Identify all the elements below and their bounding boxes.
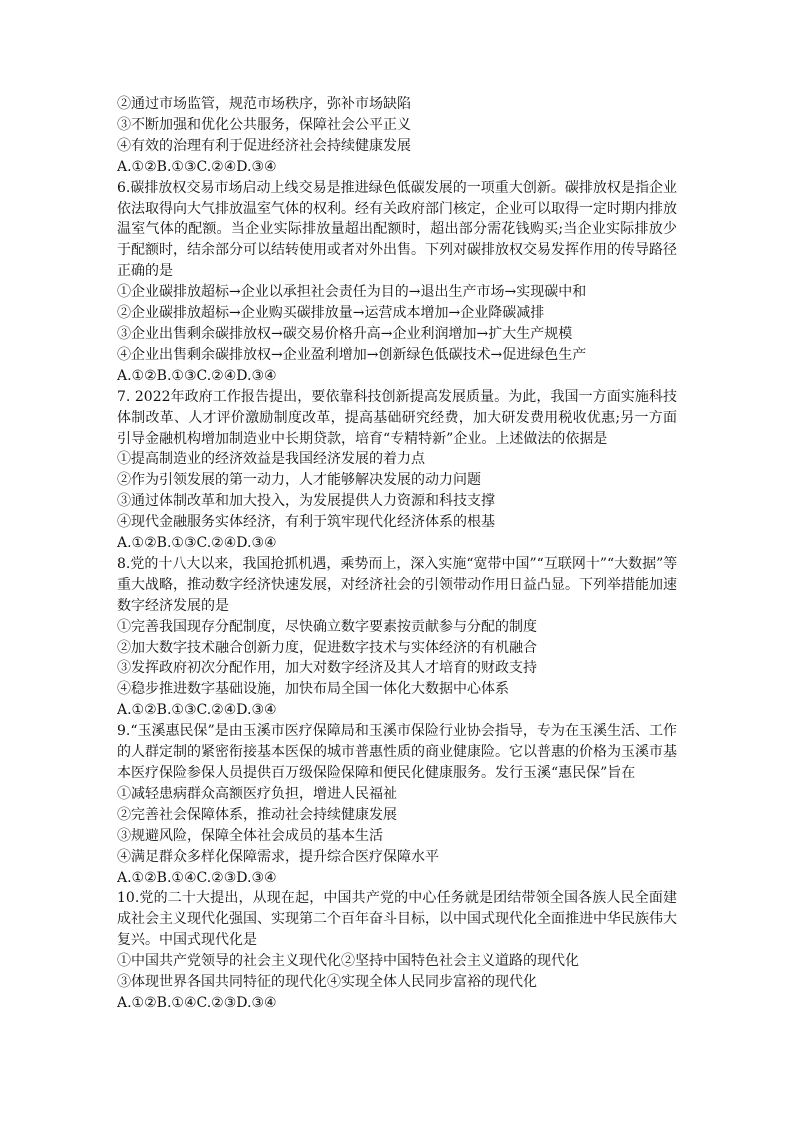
option-1: ①减轻患病群众高额医疗负担，增进人民福祉 (117, 785, 397, 802)
option-4: ④企业出售剩余碳排放权→企业盈利增加→创新绿色低碳技术→促进绿色生产 (117, 346, 587, 363)
question-stem-line: 重大战略，推动数字经济快速发展，对经济社会的引领带动作用日益凸显。下列举措能加速 (117, 576, 677, 593)
option-4: ④现代金融服务实体经济，有利于筑牢现代化经济体系的根基 (117, 514, 495, 531)
option-1: ①提高制造业的经济效益是我国经济发展的着力点 (117, 451, 425, 468)
question-stem-line: 9.“玉溪惠民保”是由玉溪市医疗保障局和玉溪市保险行业协会指导，专为在玉溪生活、工作 (117, 723, 677, 740)
question-6 (117, 178, 677, 387)
answer-choices: A.①②B.①④C.②③D.③④ (117, 994, 277, 1011)
question-stem-line: 正确的是 (117, 263, 173, 280)
option-2: ②作为引领发展的第一动力，人才能够解决发展的动力问题 (117, 472, 481, 489)
exam-page (117, 94, 677, 1014)
option-4: ④有效的治理有利于促进经济社会持续健康发展 (117, 137, 411, 154)
answer-choices: A.①②B.①③C.②④D.③④ (117, 535, 277, 552)
question-stem-line: 的人群定制的紧密衔接基本医保的城市普惠性质的商业健康险。它以普惠的价格为玉溪市基 (117, 744, 677, 761)
question-8 (117, 554, 677, 721)
question-stem-line: 体制改革、人才评价激励制度改革，提高基础研究经费，加大研发费用税收优惠;另一方面 (117, 409, 677, 426)
question-stem-line: 数字经济发展的是 (117, 597, 229, 614)
option-3: ③不断加强和优化公共服务，保障社会公平正义 (117, 116, 411, 133)
answer-choices: A.①②B.①④C.②③D.③④ (117, 869, 277, 886)
question-stem-line: 引导金融机构增加制造业中长期贷款，培育“专精特新”企业。上述做法的依据是 (117, 430, 608, 447)
option-3: ③发挥政府初次分配作用，加大对数字经济及其人才培育的财政支持 (117, 660, 537, 677)
option-2: ②通过市场监管，规范市场秩序，弥补市场缺陷 (117, 96, 411, 112)
question-stem-line: 复兴。中国式现代化是 (117, 932, 257, 949)
option-4: ④满足群众多样化保障需求，提升综合医疗保障水平 (117, 848, 439, 865)
question-stem-line: 本医疗保险参保人员提供百万级保险保障和便民化健康服务。发行玉溪“惠民保”旨在 (117, 765, 636, 781)
answer-choices: A.①②B.①③C.②④D.③④ (117, 367, 277, 384)
option-3: ③企业出售剩余碳排放权→碳交易价格升高→企业利润增加→扩大生产规模 (117, 325, 573, 342)
option-list (117, 94, 677, 157)
question-stem-line: 8.党的十八大以来，我国抢抓机遇，乘势而上，深入实施“宽带中国”“互联网十”“大数据”等 (117, 555, 677, 572)
option-2: ②企业碳排放超标→企业购买碳排放量→运营成本增加→企业降碳减排 (117, 305, 545, 322)
option-pair-1-2: ①中国共产党领导的社会主义现代化②坚持中国特色社会主义道路的现代化 (117, 953, 579, 970)
option-2: ②加大数字技术融合创新力度，促进数字技术与实体经济的有机融合 (117, 639, 537, 656)
question-stem-line: 温室气体的配额。当企业实际排放量超出配额时，超出部分需花钱购买;当企业实际排放少 (117, 221, 677, 238)
question-stem-line: 7. 2022年政府工作报告提出，要依靠科技创新提高发展质量。为此，我国一方面实施科技 (117, 388, 677, 405)
option-2: ②完善社会保障体系，推动社会持续健康发展 (117, 806, 397, 823)
option-3: ③规避风险，保障全体社会成员的基本生活 (117, 827, 383, 844)
question-9 (117, 721, 677, 888)
question-stem-line: 成社会主义现代化强国、实现第二个百年奋斗目标，以中国式现代化全面推进中华民族伟大 (117, 911, 677, 928)
option-4: ④稳步推进数字基础设施，加快布局全国一体化大数据中心体系 (117, 681, 509, 698)
option-3: ③通过体制改革和加大投入，为发展提供人力资源和科技支撑 (117, 493, 495, 510)
answer-choices: A.①②B.①③C.②④D.③④ (117, 158, 277, 175)
option-1: ①完善我国现存分配制度，尽快确立数字要素按贡献参与分配的制度 (117, 618, 537, 635)
question-stem-line: 于配额时，结余部分可以结转使用或者对外出售。下列对碳排放权交易发挥作用的传导路径 (117, 242, 677, 259)
question-7 (117, 387, 677, 554)
question-stem-line: 10.党的二十大提出，从现在起，中国共产党的中心任务就是团结带领全国各族人民全面建 (117, 890, 677, 907)
question-stem-line: 6.碳排放权交易市场启动上线交易是推进绿色低碳发展的一项重大创新。碳排放权是指企业 (117, 179, 677, 196)
answer-choices: A.①②B.①③C.②④D.③④ (117, 702, 277, 719)
option-1: ①企业碳排放超标→企业以承担社会责任为目的→退出生产市场→实现碳中和 (117, 284, 587, 301)
question-10 (117, 888, 677, 1013)
question-stem-line: 依法取得向大气排放温室气体的权利。经有关政府部门核定，企业可以取得一定时期内排放 (117, 200, 677, 217)
option-pair-3-4: ③体现世界各国共同特征的现代化④实现全体人民同步富裕的现代化 (117, 974, 537, 991)
